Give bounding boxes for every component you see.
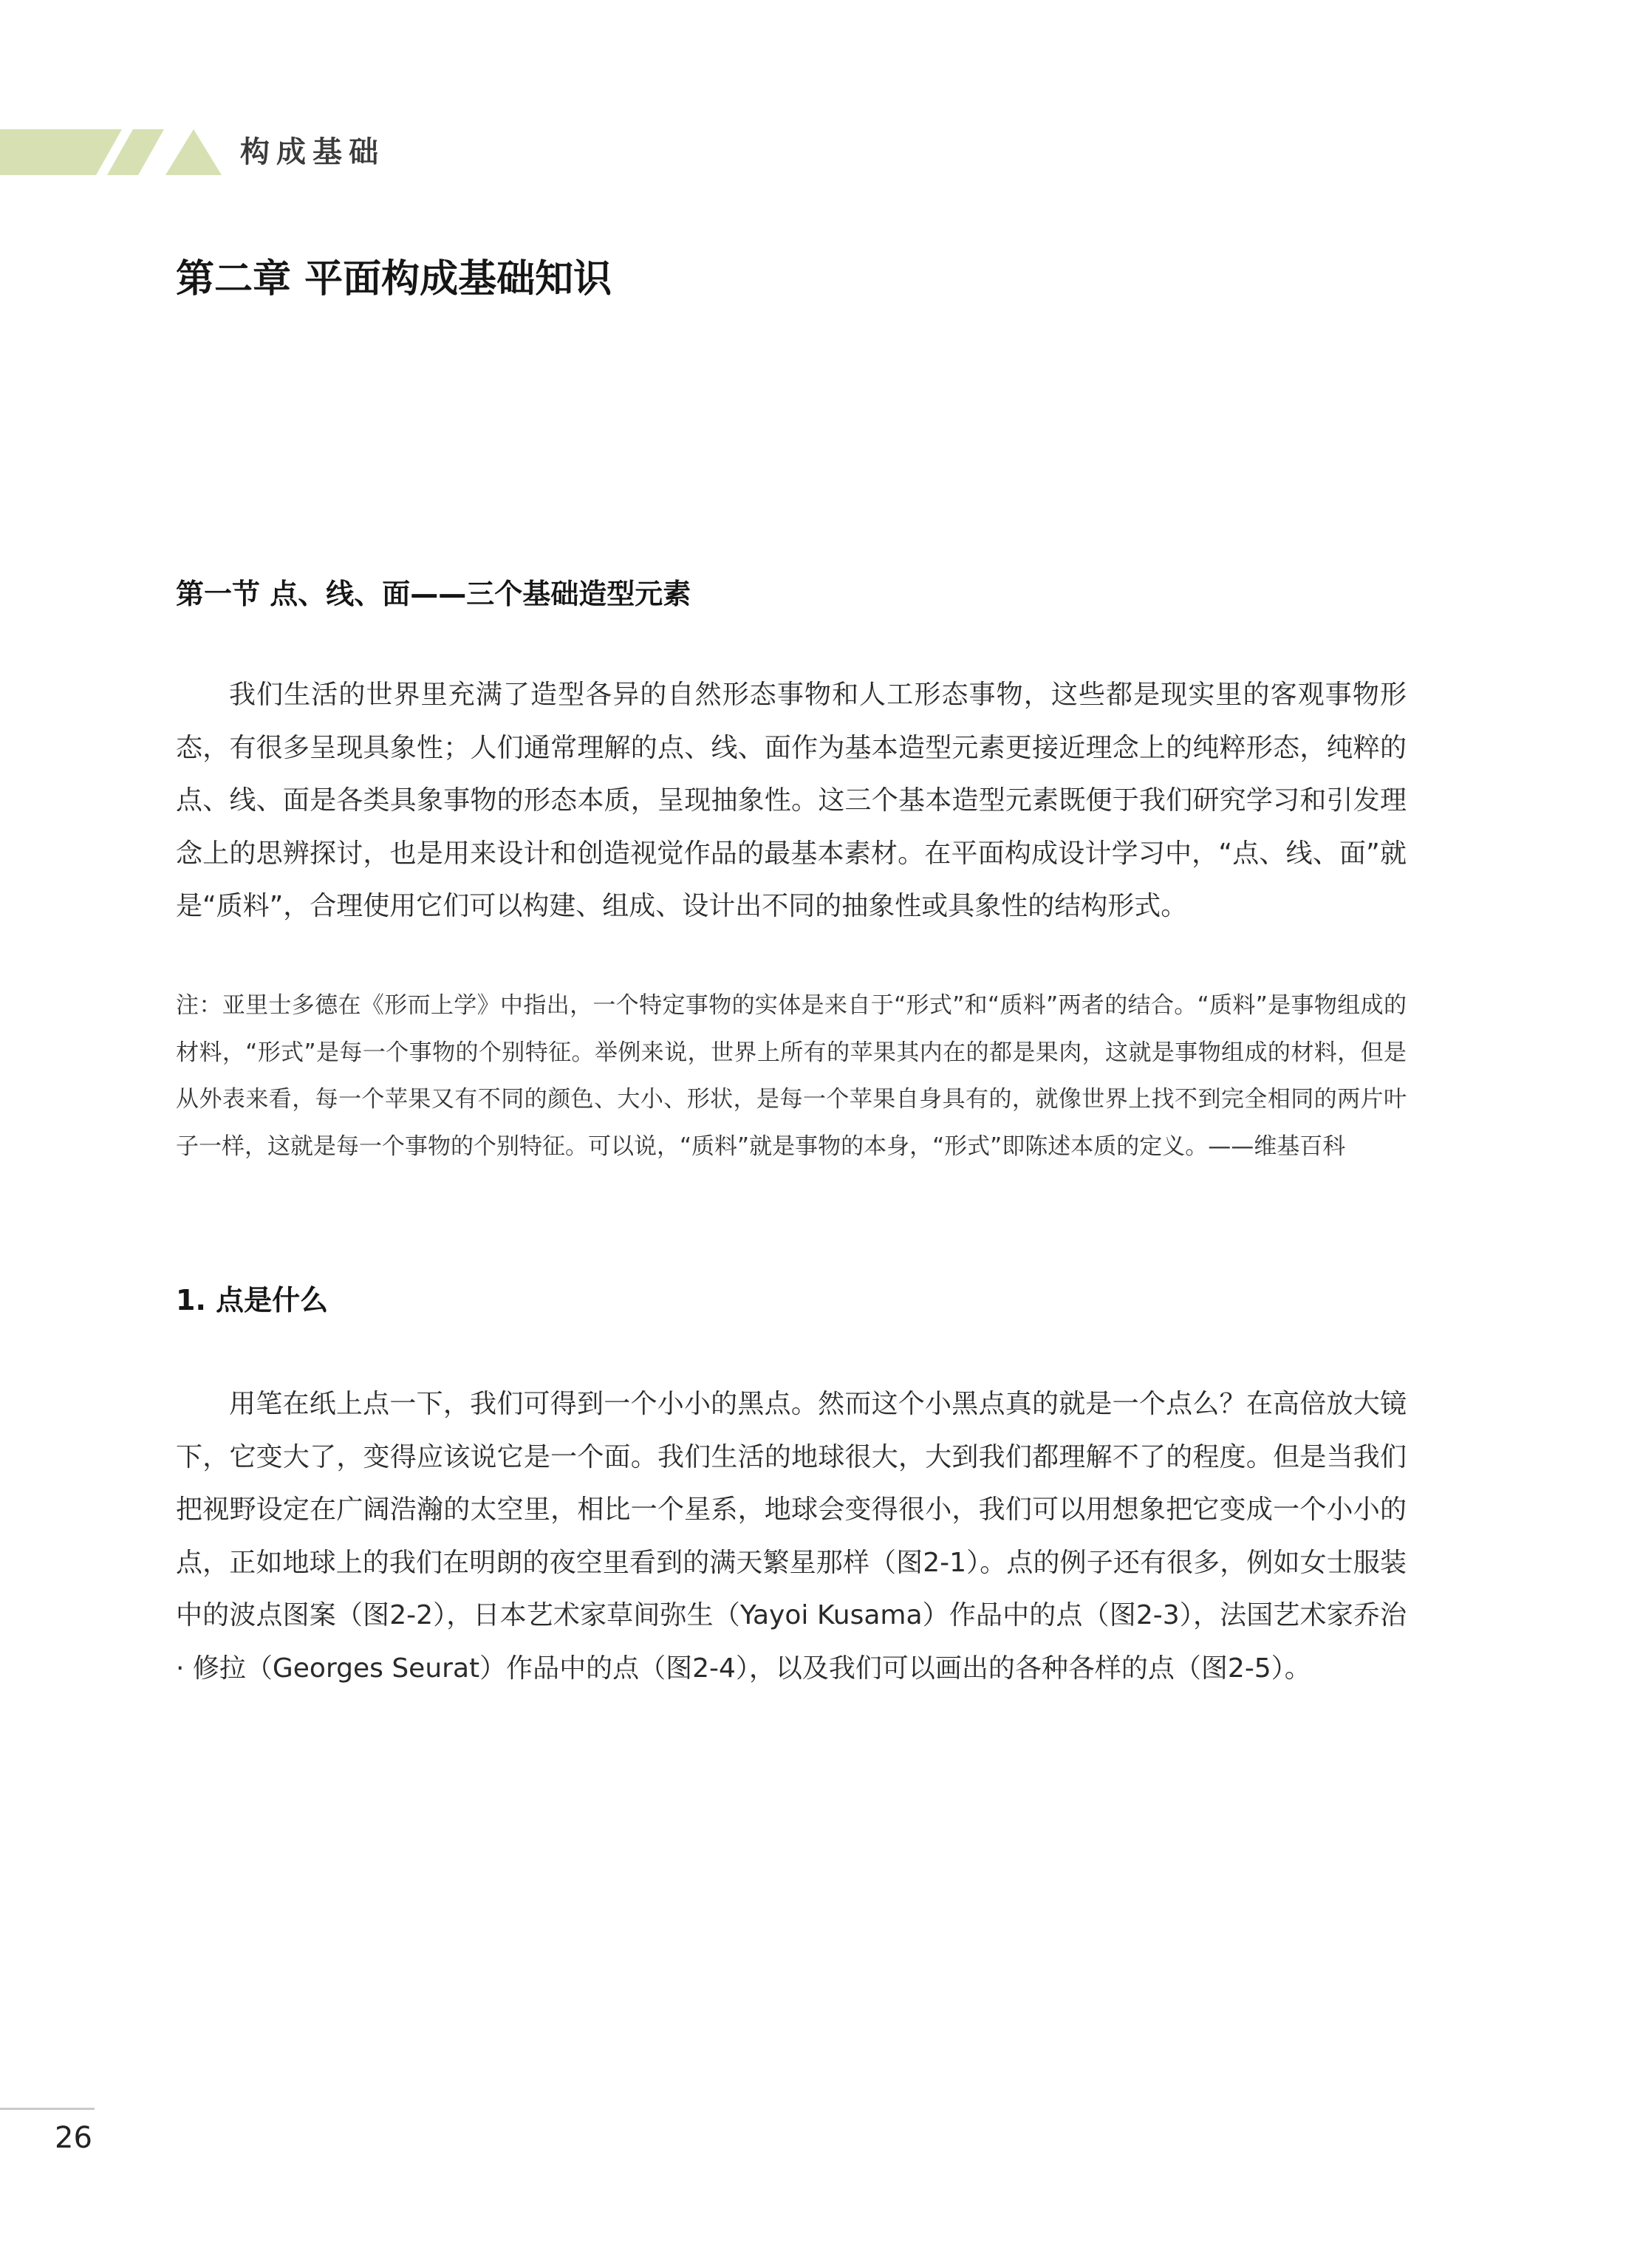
- header-decoration: [0, 129, 222, 175]
- running-head: 构成基础: [240, 135, 385, 169]
- section-paragraph: 我们生活的世界里充满了造型各异的自然形态事物和人工形态事物，这些都是现实里的客观事物形态，有很多呈现具象性；人们通常理解的点、线、面作为基本造型元素更接近理念上的纯粹形态，纯粹的点、线、面是各类具象事物的形态本质，呈现抽象性。这三个基本造型元素既便于我们研究学习和引发理念上的思辨探讨，也是用来设计和创造视觉作品的最基本素材。在平面构成设计学习中，“点、线、面”就是“质料”，合理使用它们可以构建、组成、设计出不同的抽象性或具象性的结构形式。: [176, 680, 1407, 921]
- section-note: 注：亚里士多德在《形而上学》中指出，一个特定事物的实体是来自于“形式”和“质料”两者的结合。“质料”是事物组成的材料，“形式”是每一个事物的个别特征。举例来说，世界上所有的苹果其内在的都是果肉，这就是事物组成的材料，但是从外表来看，每一个苹果又有不同的颜色、大小、形状，是每一个苹果自身具有的，就像世界上找不到完全相同的两片叶子一样，这就是每一个事物的个别特征。可以说，“质料”就是事物的本身，“形式”即陈述本质的定义。——维基百科: [176, 992, 1407, 1160]
- page-number: 26: [55, 2121, 92, 2155]
- header-band-triangle: [165, 129, 222, 175]
- header-band-bar: [0, 129, 122, 175]
- footer-rule: [0, 2108, 95, 2110]
- section-title: 第一节 点、线、面——三个基础造型元素: [176, 578, 691, 610]
- subsection-paragraph: 用笔在纸上点一下，我们可得到一个小小的黑点。然而这个小黑点真的就是一个点么？在高倍放大镜下，它变大了，变得应该说它是一个面。我们生活的地球很大，大到我们都理解不了的程度。但是当我们把视野设定在广阔浩瀚的太空里，相比一个星系，地球会变得很小，我们可以用想象把它变成一个小小的点，正如地球上的我们在明朗的夜空里看到的满天繁星那样（图2-1）。点的例子还有很多，例如女士服装中的波点图案（图2-2），日本艺术家草间弥生（Yayoi Kusama）作品中的点（图2-3），法国艺术家乔治 · 修拉（Georges Seurat）作品中的点（图2-4），以及我们可以画出的各种各样的点（图2-5）。: [176, 1389, 1407, 1684]
- chapter-title: 第二章 平面构成基础知识: [176, 257, 612, 301]
- subsection-title: 1. 点是什么: [176, 1284, 329, 1316]
